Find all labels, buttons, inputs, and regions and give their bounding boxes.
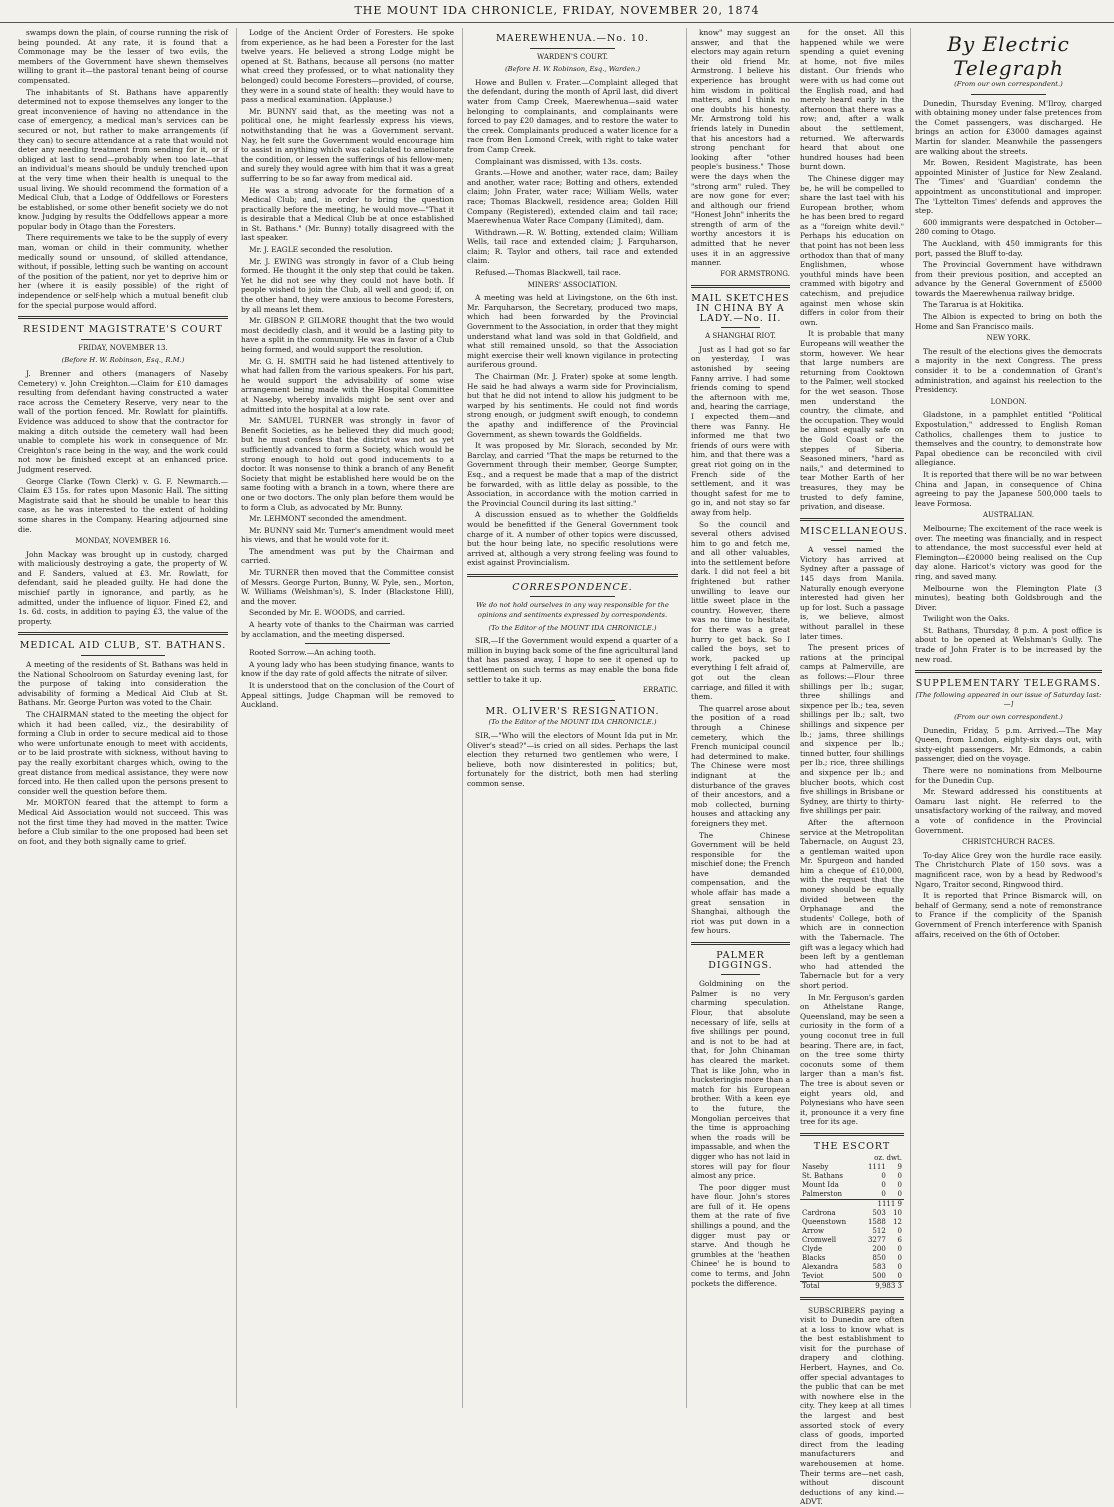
escort-table [800, 1154, 904, 1291]
subheading: WARDEN'S COURT. [537, 52, 608, 61]
table-cell: Cardrona [802, 1208, 836, 1217]
paragraph: He was a strong advocate for the formation of a Medical Club; and, in order to bring the question practically before the meeting, he would move—"That it is desirable that a Medical Club be at once established in St. Bathans." (Mr. Bunny) totally disagreed with the last speaker. [241, 185, 454, 243]
paragraph: Mr. J. EAGLE seconded the resolution. [249, 245, 393, 255]
byline: (From our own correspondent.) [954, 80, 1063, 88]
subheading: MINERS' ASSOCIATION. [527, 280, 618, 289]
paragraph: A young lady who has been studying finance, wants to know if the day rate of gold affects the nitrate of silver. [241, 659, 454, 679]
paragraph: Melbourne; The excitement of the race week is over. The meeting was financially, and in respect to attendance, the most successful ever held at Flemington—£20000 being realised on the Cup day alone. Haricot's victory was good for the ring, and saved many. [915, 523, 1102, 581]
paragraph: The Provincial Government have withdrawn from their previous position, and accepted an advance by the General Government of £5000 towards the Maerewhenua railway bridge. [915, 260, 1102, 298]
paragraph: The Tararua is at Hokitika. [923, 300, 1024, 310]
paragraph: It is reported that there will be no war between China and Japan, in consequence of China agreeing to pay the Japanese 500,000 taels to leave Formosa. [915, 469, 1102, 508]
paragraph: It was proposed by Mr. Slorach, seconded by Mr. Barclay, and carried "That the maps be returned to the Government through their member, George Sumpter, Esq., and a request be made that a map of the district be forwarded, with as little delay as possible, to the Association, in accordance with the motion carried in the Provincial Council during its last sitting." [467, 441, 678, 508]
paragraph: St. Bathans, Thursday, 8 p.m. A post office is about to be opened at Welshman's Gully. The trade of John Frater is to be increased by the new road. [915, 625, 1102, 664]
divider [831, 540, 873, 541]
paragraph: It is reported that Prince Bismarck will, on behalf of Germany, send a note of remonstrance to France if the complicity of the Spanish Government of French interference with Spanish affairs, received on the 6th of October. [915, 891, 1102, 939]
paragraph: Melbourne won the Flemington Plate (3 minutes), beating both Goldsbrough and the Diver. [915, 583, 1102, 612]
letter-salutation: (To the Editor of the MOUNT IDA CHRONICLE.) [488, 718, 657, 727]
table-cell: 200 [872, 1244, 886, 1253]
paragraph: Mr. Steward addressed his constituents at Oamaru last night. He referred to the unsatisfactory working of the railway, and moved a vote of confidence in the Provincial Government. [915, 787, 1102, 835]
paragraph: There requirements we take to be the supply of every man, woman or child in their community, whether medically sound or unsound, of skilled attendance, without, if possible, letting such be wanting on account of the position of the patient, nor yet to deprive him or her (where it is easily possible) of the right of independence or self-help which a mutual benefit club for the special purpose would afford. [18, 233, 228, 310]
table-cell: 0 [897, 1262, 902, 1271]
paragraph: know" may suggest an answer, and that the electors may again return their old friend Mr. Armstrong. I believe his experience has brought him wisdom in political matters, and I think no one doubts his honesty. Mr. Armstrong told his friends lately in Dunedin that his ancestors had a strong penchant for looking after "other people's business." Those were the days when the "strong arm" ruled. They are now gone for ever; and although our friend "Honest John" inherits the strength of arm of the worthy ancestors it is admitted that he never uses it in an aggressive manner. [691, 28, 790, 268]
paragraph: To-day Alice Grey won the hurdle race easily. The Christchurch Plate of 150 sovs. was a magnificent race, won by a head by Redwood's Ngaro, Traitor second, Ringwood third. [915, 850, 1102, 889]
table-row [800, 1209, 904, 1218]
byline: (Before H. W. Robinson, Esq., Warden.) [504, 65, 640, 74]
table-cell: Cromwell [802, 1235, 837, 1244]
divider [800, 1297, 904, 1300]
paragraph: The CHAIRMAN stated to the meeting the object for which it had been called, viz., the desirability of forming a Club in order to secure medical aid to those who were unfortunate enough to meet with accidents, or to be laid prostrate with sickness, without having to pay the really exorbitant charges which, owing to the great distance from medical assistance, they were now forced into. He then called upon the persons present to consider well the question before them. [18, 710, 228, 796]
paragraph: It is probable that many Europeans will weather the storm, however. We hear that large numbers are returning from Cooktown to the Palmer, well stocked for the wet season. Those men understand the country, the climate, and the occupation. They would be almost equally safe on the Gold Coast or the steppes of Siberia. Seasoned miners, "hard as nails," and determined to tear Mother Earth of her treasures, they may be trusted to defy famine, privation, and disease. [800, 329, 904, 512]
editorial-note: We do not hold ourselves in any way responsible for the opinions and sentiments expressed by correspondents. [476, 601, 669, 620]
paragraph: Mr. G. H. SMITH said he had listened attentively to what had fallen from the various speakers. For his part, he would support the advisability of some wise arrangement being made with the Hospital Committee at Naseby, whereby invalids might be sent over and admitted into the hospital at a low rate. [241, 356, 454, 414]
table-row [800, 1190, 904, 1200]
section-heading: THE ESCORT [813, 1140, 891, 1152]
table-row [800, 1172, 904, 1181]
divider [81, 339, 165, 340]
column-3 [462, 28, 682, 1408]
table-cell: 12 [893, 1217, 902, 1226]
column-1 [14, 28, 232, 1408]
paragraph: Withdrawn.—R. W. Botting, extended claim; William Wells, tail race and extended claim; J. Farquharson, claim; R. Taylor and others, tail race and extended claim. [467, 227, 678, 266]
section-heading: CORRESPONDENCE. [512, 581, 633, 593]
paragraph: Rooted Sorrow.—An aching tooth. [249, 648, 377, 658]
paragraph: Complainant was dismissed, with 13s. costs. [475, 156, 642, 166]
paragraph: So the council and several others advised him to go and fetch me, and all other valuables, into the settlement before dark. I did not feel a bit frightened but rather unwilling to leave our little sweet place in the country. However, there was no time to hesitate, for there was a great hurry to get back. So I called the boys, set to work, packed up everything I felt afraid of, got out the clean carriage, and filled it with them. [691, 519, 790, 702]
table-cell: Queenstown [802, 1217, 847, 1226]
divider [691, 942, 790, 945]
paragraph: A hearty vote of thanks to the Chairman was carried by acclamation, and the meeting dispersed. [241, 620, 454, 639]
section-heading: MISCELLANEOUS. [800, 525, 908, 537]
table-cell: 0 [897, 1171, 902, 1180]
paragraph: Mr. LEHMONT seconded the amendment. [249, 514, 407, 524]
table-cell: Clyde [802, 1244, 823, 1253]
paragraph: Twilight won the Oaks. [923, 614, 1010, 624]
divider [530, 48, 614, 49]
table-cell: 1588 [867, 1217, 886, 1226]
table-cell: 512 [872, 1226, 886, 1235]
paragraph: A discussion ensued as to whether the Goldfields would be benefitted if the General Government took charge of it. A number of other topics were discussed, but the hour being late, no specific resolutions were arrived at, although a very strong feeling was found to exist against Provincialism. [467, 510, 678, 568]
column-4b [796, 28, 908, 1507]
divider [915, 670, 1102, 673]
table-row [800, 1181, 904, 1190]
paragraph: The Chairman (Mr. J. Frater) spoke at some length. He said he had always a warm side for Provincialism, but that he did not intend to allow his judgment to be warped by his sentiments. He could not find words strong enough, or judgment swift enough, to condemn the apathy and indifference of the Provincial Government, as shewn towards the Goldfields. [467, 372, 678, 439]
paragraph: John Mackay was brought up in custody, charged with maliciously destroying a gate, the property of W. and F. Sanders, valued at £3. Mr. Rowlatt, for defendant, said he pleaded guilty. He had done the mischief partly in ignorance, and partly, as he admitted, under the influence of liquor. Fined £2, and 1s. 6d. costs, in addition to paying £3, the value of the property. [18, 549, 228, 626]
letter-salutation: (To the Editor of the MOUNT IDA CHRONICLE.) [488, 623, 657, 632]
paragraph: Mr. TURNER then moved that the Committee consist of Messrs. George Purton, Bunny, W. Pyle, sen., Morton, W. Williams (Welshman's), S. Inder (Blackstone Hill), and the mover. [241, 568, 454, 606]
divider [81, 655, 165, 656]
divider [18, 632, 228, 635]
paragraph: George Clarke (Town Clerk) v. G. F. Newmarch.—Claim £3 15s. for rates upon Masonic Hall. The sitting Magistrate said that he should be unable to hear this case, as he was interested to the extent of holding some shares in the Company. Hearing adjourned sine die. [18, 476, 228, 534]
section-heading: RESIDENT MAGISTRATE'S COURT [23, 324, 223, 336]
table-row [800, 1272, 904, 1282]
table-cell: 9 [897, 1162, 902, 1171]
table-cell: Mount Ida [802, 1180, 839, 1189]
divider [971, 94, 1046, 95]
paragraph: Refused.—Thomas Blackwell, tail race. [475, 268, 621, 278]
table-row [800, 1227, 904, 1236]
paragraph: In Mr. Ferguson's garden on Athelstane Range, Queensland, may be seen a curiosity in the form of a young coconut tree in full bearing. There are, in fact, on the tree some thirty coconuts some of them larger than a man's fist. The tree is about seven or eight years old, and Polynesians who have seen it, pronounce it a very fine tree for its age. [800, 992, 904, 1127]
masthead: THE MOUNT IDA CHRONICLE, FRIDAY, NOVEMBER 20, 1874 [0, 0, 1114, 23]
paragraph: Mr. Bowen, Resident Magistrate, has been appointed Minister of Justice for New Zealand. The 'Times' and 'Guardian' condemn the appointment as unconstitutional and improper. The 'Lyttelton Times' defends and approves the step. [915, 158, 1102, 216]
table-cell: 850 [872, 1253, 886, 1262]
table-cell: 0 [897, 1253, 902, 1262]
divider [530, 596, 614, 597]
date-heading: FRIDAY, NOVEMBER 13. [78, 343, 168, 352]
table-cell: 0 [897, 1189, 902, 1198]
paragraph: SIR,—If the Government would expend a quarter of a million in buying back some of the fine agricultural land that has passed away, I hope to see it opened up to settlement on such terms as may enable the bona fide settler to take it up. [467, 636, 678, 684]
paragraph: Mr. SAMUEL TURNER was strongly in favor of Benefit Societies, as he believed they did much good; but he must confess that the district was not as yet sufficiently advanced to form a Society, which would be strong enough to hold out good inducements to a doctor. It was nonsense to think a branch of any Benefit Society that might be established here would be on the same footing with a branch in a town, where there are one or two doctors. The only plan before them would be to form a Club, as advocated by Mr. Bunny. [241, 416, 454, 512]
paragraph: Howe and Bullen v. Frater.—Complaint alleged that the defendant, during the month of April last, did divert water from Camp Creek, Maerewhenua—said water belonging to complainants, and complainants were forced to pay £20 damages, and to restore the water to the creek. Complainants produced a water licence for a race from Ben Lomond Creek, with right to take water from Camp Creek. [467, 77, 678, 154]
paragraph: Goldmining on the Palmer is no very charming speculation. Flour, that absolute necessary of life, sells at five shillings per pound, and is not to be had at that, for John Chinaman has cleared the market. That is like John, who in hucksteringis more than a match for his European brother. With a keen eye to the future, the Mongolian perceives that the time is approaching when the roads will be impassable, and when the digger who has not laid in stores will pay for flour almost any price. [691, 979, 790, 1181]
divider [800, 1133, 904, 1136]
divider [530, 700, 614, 701]
table-cell: Blacks [802, 1253, 826, 1262]
paragraph: Mr. GIBSON P. GILMORE thought that the two would most decidedly clash, and it would be a lasting pity to have a split in the community. He was in favor of a Club being formed, and would support the resolution. [241, 316, 454, 354]
divider [305, 643, 390, 644]
table-cell: 0 [881, 1180, 886, 1189]
paragraph: The quarrel arose about the position of a road through a Chinese cemetery, which the French municipal council had determined to make. The Chinese were most indignant at the disturbance of the graves of their ancestors, and a mob collected, burning houses and attacking any foreigners they met. [691, 703, 790, 828]
paragraph: 600 immigrants were despatched in October—280 coming to Otago. [915, 217, 1102, 237]
paragraph: After the afternoon service at the Metropolitan Tabernacle, on August 23, a gentleman waited upon Mr. Spurgeon and handed him a cheque of £10,000, with the request that the money should be equally divided between the Orphanage and the students' College, both of which are in connection with the Tabernacle. The gift was a legacy which had been left by a gentleman who had attended the Tabernacle but for a very short period. [800, 817, 904, 990]
telegraph-heading: By Electric Telegraph [947, 32, 1070, 80]
divider [721, 974, 761, 975]
editorial-note: [The following appeared in our issue of Saturday last:—] [915, 690, 1102, 709]
paragraph: Mr. BUNNY said Mr. Turner's amendment would meet his views, and that he would vote for it. [241, 525, 454, 545]
section-heading: PALMER DIGGINGS. [708, 950, 773, 971]
divider [721, 327, 761, 328]
paragraph: The Auckland, with 450 immigrants for this port, passed the Bluff to-day. [915, 238, 1102, 258]
total-value: 9,983 3 [860, 1281, 904, 1291]
subheading: LONDON. [990, 397, 1027, 406]
paragraph: A vessel named the Victory has arrived at Sydney after a passage of 145 days from Manila. Naturally enough everyone interested had given her up for lost. Such a passage is, we believe, almost without parallel in these later times. [800, 545, 904, 641]
subheading: AUSTRALIAN. [982, 511, 1035, 520]
table-cell: 583 [872, 1262, 886, 1271]
table-cell: 500 [872, 1271, 886, 1280]
column-2 [236, 28, 458, 1408]
total-label: Total [800, 1281, 860, 1291]
paragraph: Just as I had got so far on yesterday, I was astonished by seeing Fanny arrive. I had some friends coming to spend the afternoon with me, and, hearing the carriage, I expected them—and there was Fanny. He informed me that two friends of ours were with him, and that there was a great riot going on in the French side of the settlement, and it was thought safest for me to go in, and not stay so far away from help. [691, 344, 790, 517]
paragraph: Grants.—Howe and another, water race, dam; Bailey and another, water race; Botting and others, extended claim; John Frater, water race; William Wells, water race; Thomas Blackwell, residence area; Golden Hill Company (Registered), extended claim and tail race; Maerewhenua Water Race Company (Limited), dam. [467, 168, 678, 226]
section-heading: MAIL SKETCHES IN CHINA BY A LADY.—No. II. [691, 293, 790, 324]
table-cell: 10 [893, 1208, 902, 1217]
table-cell: Naseby [802, 1162, 829, 1171]
paragraph: It is understood that on the conclusion of the Court of Appeal sittings, Judge Chapman will be removed to Auckland. [241, 681, 454, 710]
paragraph: Lodge of the Ancient Order of Foresters. He spoke from experience, as he had been a Forester for the last twelve years. He believed a strong Lodge might be opened at St. Bathans, because all persons (no matter what creed they professed, or to what nationality they belonged) could become Foresters—provided, of course, they were in a sound state of health: they would have to pass a medical examination. (Applause.) [241, 28, 454, 105]
paragraph: Mr. J. EWING was strongly in favor of a Club being formed. He thought it the only step that could be taken. Yet he did not see why they could not have both. If people wished to join the Club, all well and good; if, on the other hand, they were anxious to become Foresters, by all means let them. [241, 256, 454, 314]
divider [691, 285, 790, 288]
table-cell: 0 [897, 1226, 902, 1235]
table-cell: 0 [897, 1271, 902, 1280]
paragraph: Gladstone, in a pamphlet entitled "Political Expostulation," addressed to English Roman Catholics, challenges them to justice to themselves and the country, to demonstrate how Papal obedience can be reconciled with civil allegiance. [915, 410, 1102, 468]
paragraph: The Chinese digger may be, he will be compelled to share the last tael with his European brother, whom he has been bred to regard as a "foreign white devil." Perhaps his education on that point has not been less orthodox than that of many Englishmen, whose youthful minds have been crammed with bigotry and catechism, and prejudice against men whose skin differs in color from their own. [800, 173, 904, 327]
byline: (From our own correspondent.) [954, 713, 1063, 722]
paragraph: Dunedin, Thursday Evening. M'Ilroy, charged with obtaining money under false pretences from the Comet passengers, was discharged. He brings an action for £3000 damages against Martin for slander. Meanwhile the passengers are walking about the streets. [915, 98, 1102, 156]
table-cell: St. Bathans [802, 1171, 843, 1180]
paragraph: The inhabitants of St. Bathans have apparently determined not to expose themselves any longer to the great inconvenience of having no attendance in the case of emergency, a medical man's services can be secured or not, but rather to make arrangements (if they can) to secure attendance at a rate that would not deter any needing treatment from sending for it, or if obliged at last to send—probably when too late—that an individual's means should be unduly trenched upon at the very time when their health is unequal to the usual living. We should recommend the formation of a Medical Club, that a Lodge of Oddfellows or Foresters be established, or some other benefit society we do not know. Judging by results the Oddfellows appear a more popular body in Otago than the Foresters. [18, 87, 228, 231]
paragraph: Dunedin, Friday, 5 p.m. Arrived.—The May Queen, from London, eighty-six days out, with sixty-eight passengers. Mr. Edmonds, a cabin passenger, died on the voyage. [915, 725, 1102, 764]
table-cell: 6 [897, 1235, 902, 1244]
table-cell: Teviot [802, 1271, 824, 1280]
table-header: oz. dwt. [874, 1153, 902, 1162]
section-heading: MEDICAL AID CLUB, ST. BATHANS. [19, 640, 227, 652]
table-row [800, 1245, 904, 1254]
table-row [800, 1254, 904, 1263]
subheading: NEW YORK. [986, 334, 1031, 343]
table-cell: 0 [881, 1189, 886, 1198]
table-row [800, 1163, 904, 1172]
table-cell: 3277 [867, 1235, 886, 1244]
divider [800, 518, 904, 521]
paragraph: The Albion is expected to bring on both the Home and San Francisco mails. [915, 312, 1102, 331]
paragraph: The Chinese Government will be held responsible for the mischief done; the French have demanded compensation, and the whole affair has made a great sensation in Shanghai, although the riot was put down in a few hours. [691, 830, 790, 936]
section-heading: MR. OLIVER'S RESIGNATION. [485, 705, 660, 717]
subheading: CHRISTCHURCH RACES. [962, 838, 1055, 847]
paragraph: Mr. BUNNY said that, as the meeting was not a political one, he might fearlessly express his views, notwithstanding that he was a Government servant. Nay, he felt sure the Government would encourage him to assist in anything which was calculated to ameliorate the condition, or lessen the sufferings of his fellow-men; and surely they would agree with him that it was a great sufferring to be so far away from medical aid. [241, 106, 455, 183]
table-row [800, 1236, 904, 1245]
paragraph: SIR,—"Who will the electors of Mount Ida put in Mr. Oliver's stead?"—is cried on all sides. Perhaps the last election they returned two gentlemen who were, I believe, both now disinterested in politics; but, fortunately for the district, both men had sterling common sense. [467, 731, 678, 788]
paragraph: J. Brenner and others (managers of Naseby Cemetery) v. John Creighton.—Claim for £10 damages resulting from defendant having constructed a water race across the Cemetery Reserve, very near to the wall of the portion fenced. Mr. Rowlatt for plaintiffs. Evidence was adduced to show that the contractor for making a ditch outside the cemetery wall had been unable to complete his work in consequence of Mr. Creighton's race being in the way, and the work could not now be finished except at an enhanced price. Judgment reserved. [18, 369, 228, 474]
paragraph: The result of the elections gives the democrats a majority in the next Congress. The press consider it to be a condemnation of Grant's administration, and against his reelection to the Presidency. [915, 346, 1102, 395]
table-cell: 1111 [867, 1162, 886, 1171]
subtotal: 1111 9 [860, 1199, 904, 1209]
paragraph: Seconded by Mr. E. WOODS, and carried. [249, 608, 406, 618]
paragraph: The poor digger must have flour. John's stores are full of it. He opens them at the rate of five shillings a pound, and the digger must pay or starve. And though he grumbles at the 'heathen Chinee' he is bound to come to terms, and John pockets the difference. [691, 1182, 790, 1288]
table-row [800, 1263, 904, 1272]
byline: (Before H. W. Robinson, Esq., R.M.) [61, 356, 185, 365]
table-cell: 0 [881, 1171, 886, 1180]
table-cell: Alexandra [802, 1262, 839, 1271]
table-cell: 0 [897, 1244, 902, 1253]
paragraph: Mr. MORTON feared that the attempt to form a Medical Aid Association would not succeed. This was not the first time they had moved in the matter. Twice before a Club similar to the one proposed had been set on foot, and they both signally came to grief. [18, 798, 228, 846]
subheading: A SHANGHAI RIOT. [705, 332, 776, 341]
divider [18, 316, 228, 319]
section-heading: MAEREWHENUA.—No. 10. [495, 33, 649, 44]
column-5 [910, 28, 1106, 1408]
paragraph: A meeting of the residents of St. Bathans was held in the National Schoolroom on Saturday evening last, for the purpose of taking into consideration the advisability of forming a Medical Aid Club at St. Bathans. Mr. George Purton was voted to the Chair. [18, 660, 228, 708]
table-cell: 503 [872, 1208, 886, 1217]
paragraph: swamps down the plain, of course running the risk of being pounded. At any rate, it is found that a Commonage may be the lesser of two evils, the members of the Government have shewn themselves willing to grant it—the pastoral tenant being of course compensated. [18, 28, 228, 85]
paragraph: There were no nominations from Melbourne for the Dunedin Cup. [915, 766, 1102, 785]
column-4 [686, 28, 794, 1408]
section-heading: SUPPLEMENTARY TELEGRAMS. [915, 678, 1102, 690]
signature: FOR ARMSTRONG. [720, 269, 790, 278]
paragraph: for the onset. All this happened while we were spending a quiet evening at home, not five miles distant. Our friends who were with us had come out the English road, and had merely heard early in the afternoon that there was a row; and, after a walk about the settlement, returned. We afterwards heard that about one hundred houses had been burnt down. [800, 28, 904, 172]
paragraph: SUBSCRIBERS paying a visit to Dunedin are often at a loss to know what is the best establishment to visit for the purchase of drapery and clothing. Herbert, Haynes, and Co. offer special advantages to the public that can be met with nowhere else in the city. They keep at all times the largest and best assorted stock of every class of goods, imported direct from the leading manufacturers and warehousemen at home. Their terms are—net cash, without discount deductions of any kind.—ADVT. [800, 1305, 904, 1507]
paragraph: A meeting was held at Livingstone, on the 6th inst. Mr. Farquharson, the Secretary, produced two maps, which had been forwarded by the Provincial Government to the Association, in order that they might understand what land was sold in that Goldfield, and what still remained unsold, so that the Association might exercise their well known vigilance in protecting auriferous ground. [467, 293, 678, 370]
signature: ERRATIC. [642, 686, 678, 695]
paragraph: The present prices of rations at the principal camps at Palmerville, are as follows:—Flour three shillings per lb.; sugar, three shillings and sixpence per lb.; tea, seven shillings per lb.; salt, two shillings and sixpence per lb.; jams, three shillings and sixpence per lb.; tinned butter, four shillings per lb.; rice, three shillings and sixpence per lb.; and blucher boots, which cost five shillings in Brisbane or Sydney, are thirty to thirty-five shillings per pair. [800, 643, 904, 816]
table-cell: Palmerston [802, 1189, 843, 1198]
table-row [800, 1218, 904, 1227]
divider [467, 574, 678, 577]
date-heading: MONDAY, NOVEMBER 16. [75, 537, 171, 546]
table-cell: Arrow [802, 1226, 824, 1235]
table-cell: 0 [897, 1180, 902, 1189]
paragraph: The amendment was put by the Chairman and carried. [241, 546, 454, 566]
